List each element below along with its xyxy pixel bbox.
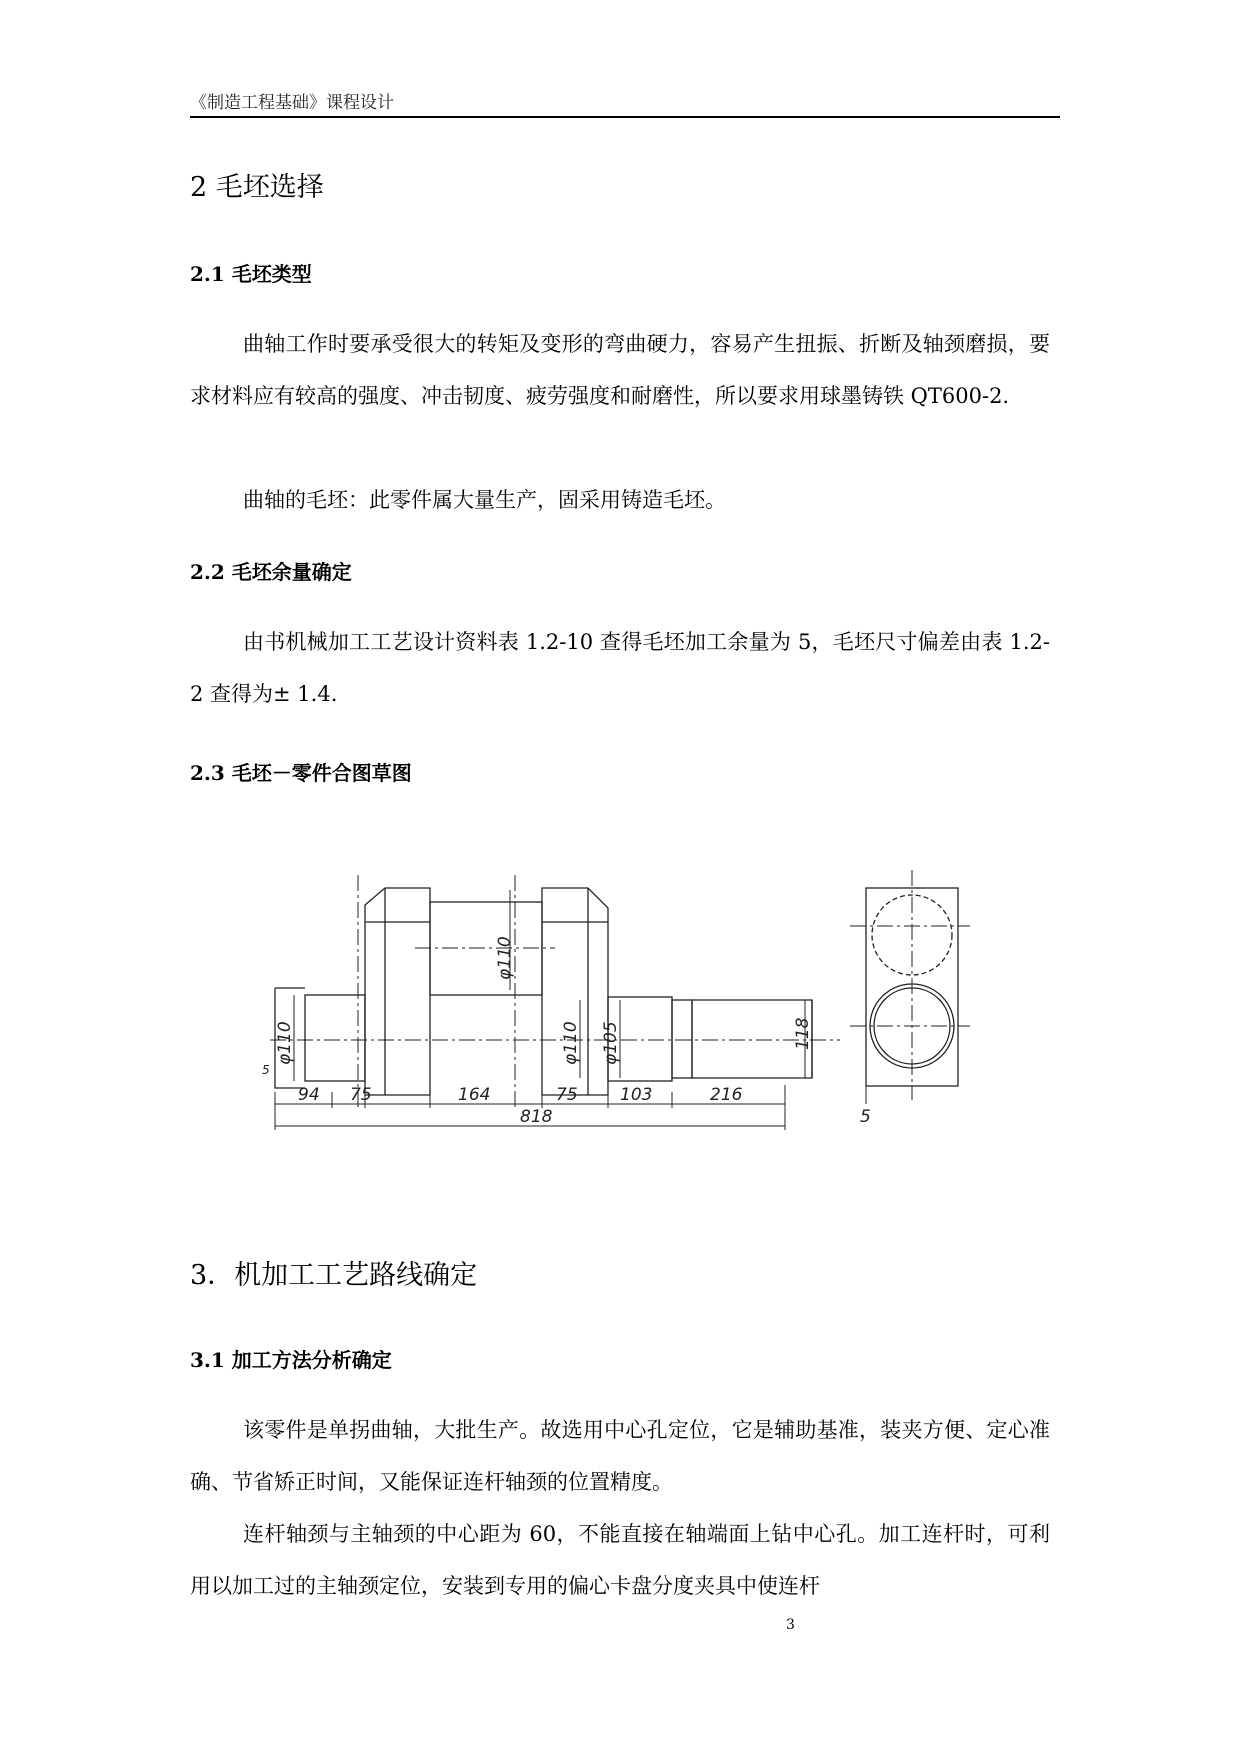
dim-164: 164 — [458, 1085, 491, 1105]
end-view — [850, 870, 970, 1104]
section-2-2-paragraph-1: 由书机械加工工艺设计资料表 1.2-10 查得毛坯加工余量为 5，毛坯尺寸偏差由表 1.2-2 查得为± 1.4. — [190, 630, 1050, 706]
dim-allowance-left: 5 — [262, 1063, 270, 1077]
blank-part-drawing — [262, 860, 990, 1160]
section-3-1-paragraph-1: 该零件是单拐曲轴，大批生产。故选用中心孔定位，它是辅助基准，装夹方便、定心准确、节省矫正时间，又能保证连杆轴颈的位置精度。 — [190, 1418, 1050, 1494]
dim-216: 216 — [710, 1085, 743, 1105]
left-web — [365, 888, 430, 1095]
dim-75-b: 75 — [556, 1085, 578, 1105]
page-header — [190, 88, 1060, 118]
dim-105-diameter: φ105 — [601, 1021, 621, 1065]
dim-75-a: 75 — [350, 1085, 372, 1105]
section-2-1-title: 2.1 毛坯类型 — [190, 262, 312, 286]
header-title: 《制造工程基础》课程设计 — [190, 93, 394, 113]
dim-118: 118 — [793, 1017, 813, 1050]
section-3-title: 3．机加工工艺路线确定 — [190, 1260, 478, 1291]
section-2-3-title: 2.3 毛坯－零件合图草图 — [190, 761, 412, 785]
journal-step — [672, 1000, 692, 1078]
section-3-1-title: 3.1 加工方法分析确定 — [190, 1348, 392, 1372]
dim-top-diameter: φ110 — [495, 936, 515, 980]
dim-allowance-right: 5 — [860, 1107, 871, 1127]
section-2-2-title: 2.2 毛坯余量确定 — [190, 560, 352, 584]
section-3-1-paragraph-2: 连杆轴颈与主轴颈的中心距为 60，不能直接在轴端面上钻中心孔。加工连杆时，可利用以加工过的主轴颈定位，安装到专用的偏心卡盘分度夹具中使连杆 — [190, 1522, 1050, 1598]
dim-818: 818 — [520, 1107, 553, 1127]
dim-94: 94 — [298, 1085, 320, 1105]
dim-mid-diameter: φ110 — [561, 1021, 581, 1065]
dim-left-diameter: φ110 — [275, 1021, 295, 1065]
section-2-1-paragraph-1: 曲轴工作时要承受很大的转矩及变形的弯曲硬力，容易产生扭振、折断及轴颈磨损，要求材料应有较高的强度、冲击韧度、疲劳强度和耐磨性，所以要求用球墨铸铁 QT600-2. — [190, 332, 1050, 408]
left-journal — [305, 995, 365, 1081]
section-2-1-paragraph-2: 曲轴的毛坯：此零件属大量生产，固采用铸造毛坯。 — [243, 488, 726, 512]
section-2-title: 2 毛坯选择 — [190, 172, 324, 203]
dim-103: 103 — [620, 1085, 653, 1105]
page-number: 3 — [786, 1617, 795, 1633]
